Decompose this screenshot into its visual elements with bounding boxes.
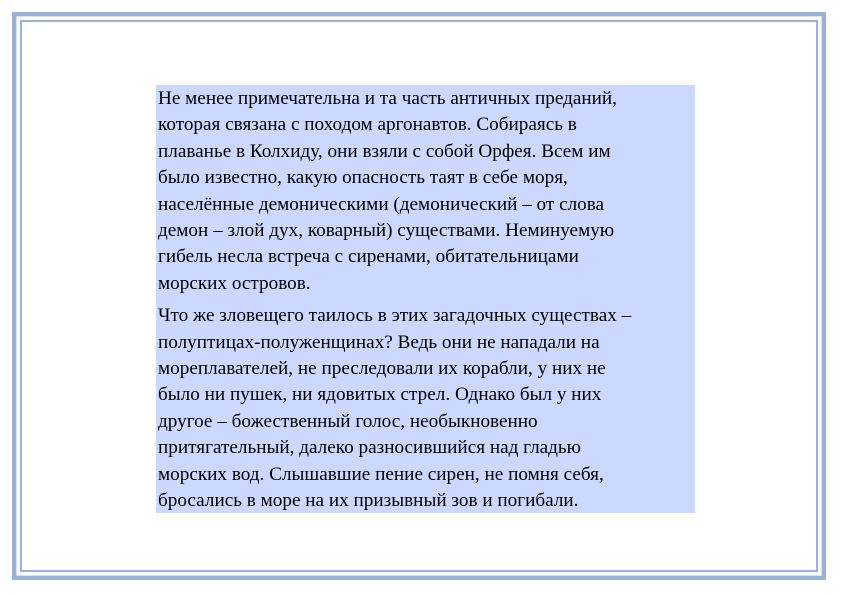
paragraph-sirens: Что же зловещего таилось в этих загадочных существах – полуптицах-полуженщинах? Ведь они не нападали на мореплавателей, не преследовали их корабли, у них не было ни пушек, ни ядовитых стрел. Однако был у них другое – божественный голос, необыкновенно притягательный, далеко разносившийся над гладью морских вод. Слышавшие пение сирен, не помня себя, бросались в море на их призывный зов и погибали. xyxy=(158,305,632,512)
paragraph-argonauts: Не менее примечательна и та часть античных преданий, которая связана с походом аргонавтов. Собираясь в плаванье в Колхиду, они взяли с собой Орфея. Всем им было известно, какую опасность таят в себе моря, населённые демоническими (демонический – от слова демон – злой дух, коварный) существами. Неминуемую гибель несла встреча с сиренами, обитательницами морских островов. xyxy=(158,88,617,294)
highlighted-text-block xyxy=(156,85,695,513)
